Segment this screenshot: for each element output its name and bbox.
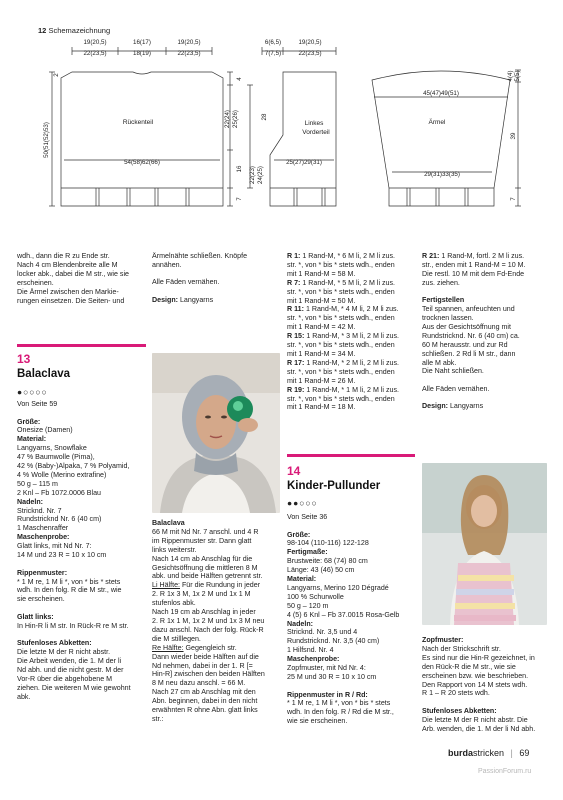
dim-back-height: 50(51(52)53) xyxy=(43,122,50,158)
dim-back-right-top: 4 xyxy=(236,77,243,81)
label-sleeve: Ärmel xyxy=(428,119,446,126)
dim-back-top-mid-1: 16(17) xyxy=(133,39,151,46)
dim-back-right-mid-1: 22(24) xyxy=(224,110,231,128)
col3-rows xyxy=(287,252,415,412)
difficulty-rating-14: ●●○○○ xyxy=(287,498,318,508)
dim-back-top-left-1: 19(20,5) xyxy=(83,39,107,46)
front-piece-outline xyxy=(270,72,336,206)
dim-back-top-right-2: 22(23,5) xyxy=(177,50,201,57)
pattern-13-title: Balaclava xyxy=(17,368,71,380)
pattern-14-text: Von Seite 36 Größe: 98-104 (110-116) 122-128 Fertigmaße: Brustweite: 68 (74) 80 cm Länge: 43 (46) 50 cm Material: Langyarns, Merino 120 Dégradé 100 % Schurwolle 50 g – 120 m 4 (5) 6 Knl – Fb 37.0015 Rosa-Gelb Nadeln: Stricknd. Nr. 3,5 und 4 Rundstricknd. Nr. 3,5 (40 cm) 1 Hilfsnd. Nr. 4 Maschenprobe: Zopfmuster, mit Nd Nr. 4: 25 M und 30 R = 10 x 10 cm Rippenmuster in R / Rd: * 1 M re, 1 M li *, von * bis * stets wdh. In den folg. R / Rd die M str., wie sie erscheinen. xyxy=(287,513,400,726)
dim-sleeve-top: 45(47)49(51) xyxy=(423,90,459,97)
dim-sleeve-39: 39 xyxy=(510,132,517,140)
dim-sleeve-right-top-1: 4(4) xyxy=(507,70,514,82)
row-r21: R 21: 1 Rand-M, fortl. 2 M li zus. str., enden mit 1 Rand-M = 10 M. Die restl. 10 M mit dem Fd-Ende zus. ziehen. xyxy=(422,252,526,287)
dim-back-left-top: 2 xyxy=(53,73,60,77)
dim-back-top-left-2: 22(23,5) xyxy=(83,50,107,57)
row-r7: R 7: 1 Rand-M, * 5 M li, 2 M li zus. str. *, von * bis * stets wdh., enden mit 1 Rand-M = 50 M. xyxy=(287,278,396,305)
dim-sleeve-width: 29(31)33(35) xyxy=(424,171,460,178)
dim-back-right-low-2: 24(25) xyxy=(257,166,264,184)
accent-bar-13 xyxy=(17,344,146,347)
balaclava-instructions: Balaclava 66 M mit Nd Nr. 7 anschl. und 4 R im Rippenmuster str. Dann glatt links weiterstr. Nach 14 cm ab Anschlag für die Gesichtsöffnung die mittleren 8 M abk. und beide Hälften getrennt str. Li Hälfte: Für die Rundung in jeder 2. R 1x 3 M, 1x 2 M und 1x 1 M stufenlos abk. Nach 19 cm ab Anschlag in jeder 2. R 1x 1 M, 1x 2 M und 1x 3 M neu dazu anschl. Nach der folg. Rück-R die M stilllegen. Re Hälfte: Gegengleich str. Dann wieder beide Hälften auf die Nd nehmen, dabei in der 1. R [= Hin-R] zwischen den beiden Hälften 8 M neu dazu anschl. = 66 M. Nach 27 cm ab Anschlag mit den Abn. beginnen, dabei in den nicht erwähnten R ohne Abn. glatt links str.: xyxy=(152,519,265,723)
dim-sleeve-7: 7 xyxy=(510,197,517,201)
balaclava-photo xyxy=(152,353,280,513)
kinder-zopf-text: Zopfmuster: Nach der Strickschrift str. Es sind nur die Hin-R gezeichnet, in den Rück-R die M str., wie sie erscheinen bzw. wie beschrieben. Den Rapport von 14 M stets wdh. R 1 – R 20 stets wdh. Stufenloses Abketten: Die letzte M der R nicht abstr. Die Arb. wenden, die 1. M der li Nd abh. xyxy=(422,636,536,733)
back-piece-outline xyxy=(61,72,223,206)
row-r15: R 15: 1 Rand-M, * 3 M li, 2 M li zus. str. *, von * bis * stets wdh., enden mit 1 Rand-M = 34 M. xyxy=(287,332,399,358)
kinder-pullunder-photo xyxy=(422,463,547,625)
dim-sleeve-right-top-2: 5(5) xyxy=(514,70,521,82)
row-r19: R 19: 1 Rand-M, * 1 M li, 2 M li zus. str. *, von * bis * stets wdh., enden mit 1 Rand-M = 18 M. xyxy=(287,385,399,412)
label-back: Rückenteil xyxy=(122,119,154,126)
dim-back-right-mid-2: 25(26) xyxy=(232,110,239,128)
pattern-13-text: Von Seite 59 Größe: Onesize (Damen) Material: Langyarns, Snowflake 47 % Baumwolle (Pima), 42 % (Baby-)Alpaka, 7 % Polyamid, 4 % Wolle (Merino extrafine) 50 g – 115 m 2 Knl – Fb 1072.0006 Blau Nadeln: Stricknd. Nr. 7 Rundstricknd Nr. 6 (40 cm) 1 Maschenraffer Maschenprobe: Glatt links, mit Nd Nr. 7: 14 M und 23 R = 10 x 10 cm Rippenmuster: * 1 M re, 1 M li *, von * bis * stets wdh. In den folg. R die M str., wie sie erscheinen. Glatt links: In Hin-R li M str. In Rück-R re M str. Stufenloses Abketten: Die letzte M der R nicht abstr. Die Arbeit wenden, die 1. M der li Nd abh. und die nicht gestr. M der Vor-R über die abgehobene M ziehen. Die weiteren M wie gewohnt abk. xyxy=(17,400,131,701)
dim-back-top-mid-2: 18(19) xyxy=(133,50,151,57)
dim-front-top-a-2: 7(7,5) xyxy=(264,50,282,57)
row-r11: R 11: 1 Rand-M, * 4 M li, 2 M li zus. str. *, von * bis * stets wdh., enden mit 1 Rand-M = 42 M. xyxy=(287,305,399,332)
pattern-14-title: Kinder-Pullunder xyxy=(287,480,381,492)
dim-front-top-b-1: 19(20,5) xyxy=(298,39,322,46)
row-r17: R 17: 1 Rand-M, * 2 M li, 2 M li zus. str. *, von * bis * stets wdh., enden mit 1 Rand-M = 26 M. xyxy=(287,358,399,385)
label-front-1: Linkes xyxy=(304,120,324,127)
difficulty-rating-13: ●○○○○ xyxy=(17,387,48,397)
dim-front-width: 25(27)29(31) xyxy=(286,159,322,166)
col4-text: R 21: 1 Rand-M, fortl. 2 M li zus. str., enden mit 1 Rand-M = 10 M. Die restl. 10 M mit dem Fd-Ende zus. ziehen. Fertigstellen Teil spannen, anfeuchten und trocknen lassen. Aus der Gesichtsöffnung mit Rundstricknd. Nr. 6 (40 cm) ca. 60 M herausstr. und zur Rd schließen. 2 Rd li M str., dann alle M abk. Die Naht schließen. Alle Fäden vernähen. Design: Langyarns xyxy=(422,252,554,411)
footer-brand: burdastricken | 69 xyxy=(448,748,530,758)
pattern-13-number: 13 xyxy=(17,352,31,366)
dim-back-width: 54(58)62(66) xyxy=(124,159,160,166)
dim-back-16: 16 xyxy=(236,165,243,173)
schematic-diagram xyxy=(0,0,563,240)
section-number: 12 xyxy=(38,26,47,35)
dim-back-top-right-1: 19(20,5) xyxy=(177,39,201,46)
finishing: Fertigstellen Teil spannen, anfeuchten und trocknen lassen. Aus der Gesichtsöffnung mit Rundstricknd. Nr. 6 (40 cm) ca. 60 M herausstr. und zur Rd schließen. 2 Rd li M str., dann alle M abk. Die Naht schließen. xyxy=(422,296,520,376)
dim-front-top-b-2: 22(23,5) xyxy=(298,50,322,57)
dim-back-right-low-1: 22(23) xyxy=(249,166,256,184)
dim-back-28: 28 xyxy=(261,113,268,121)
col1-continued-text: wdh., dann die R zu Ende str. Nach 4 cm Blendenbreite alle M locker abk., dabei die M str., wie sie erscheinen. Die Ärmel zwischen den Markie- rungen einsetzen. Die Seiten- und xyxy=(17,252,129,305)
page-number: 69 xyxy=(519,748,530,758)
dim-back-7: 7 xyxy=(236,197,243,201)
section-title: Schemazeichnung xyxy=(48,26,111,35)
label-front-2: Vorderteil xyxy=(302,129,330,136)
col2-continued-text: Ärmelnähte schließen. Knöpfe annähen. Alle Fäden vernähen. Design: Langyarns xyxy=(152,252,248,304)
dim-front-top-a-1: 6(6,5) xyxy=(264,39,282,46)
row-r1: R 1: 1 Rand-M, * 6 M li, 2 M li zus. str. *, von * bis * stets wdh., enden mit 1 Rand-M = 58 M. xyxy=(287,252,396,278)
accent-bar-14 xyxy=(287,454,415,457)
pattern-14-number: 14 xyxy=(287,464,301,478)
watermark: PassionForum.ru xyxy=(478,768,532,775)
